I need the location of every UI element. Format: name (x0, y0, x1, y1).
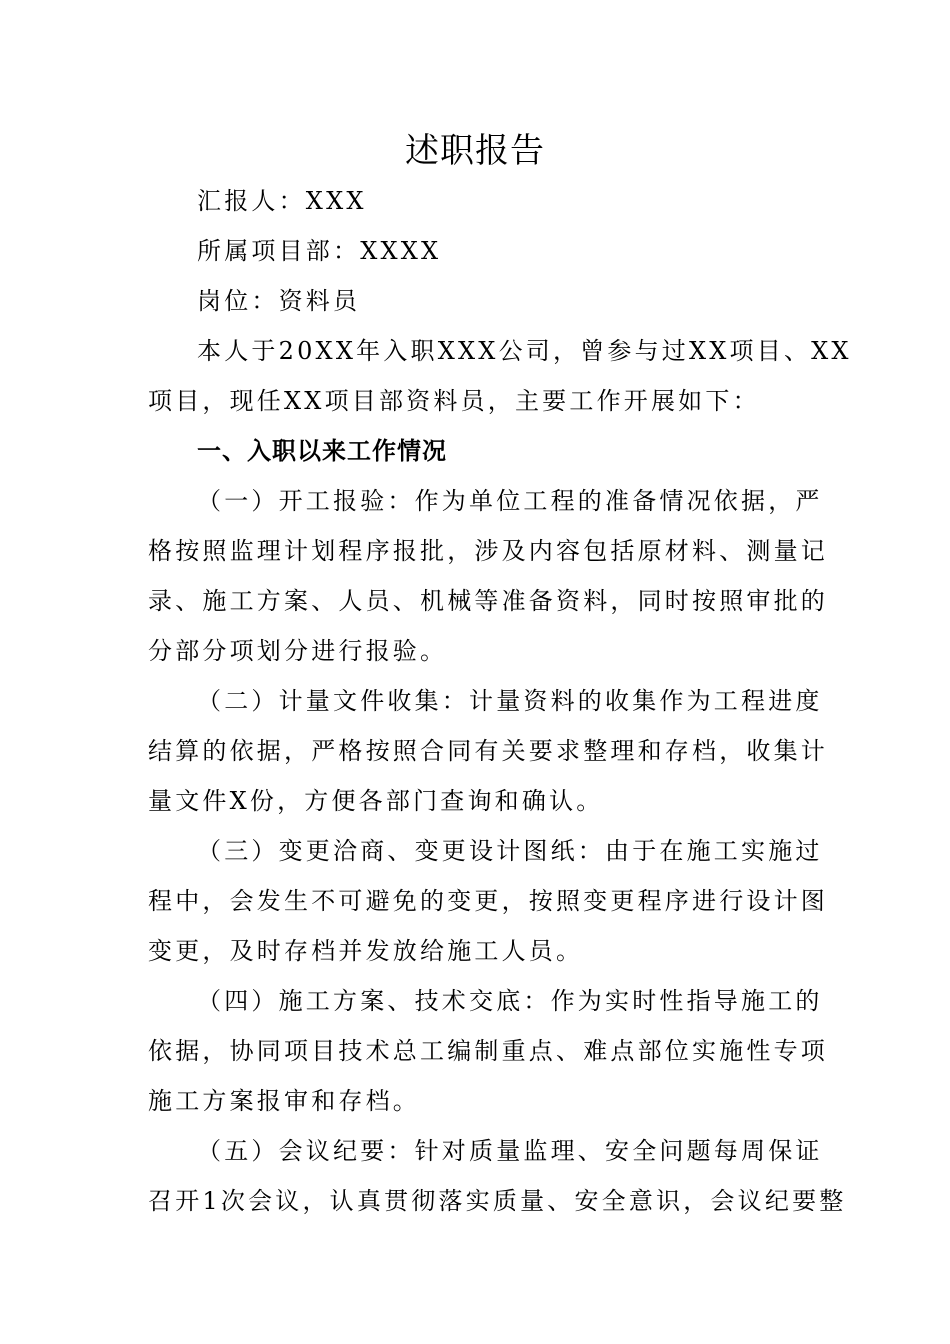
item3-line-3: 变更，及时存档并发放给施工人员。 (148, 937, 584, 965)
intro-line-1: 本人于20XX年入职XXX公司，曾参与过XX项目、XX (197, 337, 852, 365)
item2-line-1: （二）计量文件收集：计量资料的收集作为工程进度 (197, 687, 823, 715)
item4-line-1: （四）施工方案、技术交底：作为实时性指导施工的 (197, 987, 823, 1015)
item1-line-1: （一）开工报验：作为单位工程的准备情况依据，严 (197, 487, 823, 515)
position-line: 岗位：资料员 (197, 287, 361, 315)
item2-line-2: 结算的依据，严格按照合同有关要求整理和存档，收集计 (148, 737, 828, 765)
item5-line-1: （五）会议纪要：针对质量监理、安全问题每周保证 (197, 1137, 823, 1165)
item3-line-2: 程中，会发生不可避免的变更，按照变更程序进行设计图 (148, 887, 828, 915)
item1-line-2: 格按照监理计划程序报批，涉及内容包括原材料、测量记 (148, 537, 828, 565)
item1-line-4: 分部分项划分进行报验。 (148, 637, 448, 665)
item4-line-2: 依据，协同项目技术总工编制重点、难点部位实施性专项 (148, 1037, 828, 1065)
item5-line-2: 召开1次会议，认真贯彻落实质量、安全意识，会议纪要整 (148, 1187, 847, 1215)
item2-line-3: 量文件X份，方便各部门查询和确认。 (148, 787, 604, 815)
intro-line-2: 项目，现任XX项目部资料员，主要工作开展如下： (148, 387, 760, 415)
section-heading: 一、入职以来工作情况 (197, 437, 447, 465)
document-title: 述职报告 (405, 131, 545, 171)
item1-line-3: 录、施工方案、人员、机械等准备资料，同时按照审批的 (148, 587, 828, 615)
reporter-line: 汇报人：XXX (197, 187, 367, 215)
item4-line-3: 施工方案报审和存档。 (148, 1087, 420, 1115)
item3-line-1: （三）变更洽商、变更设计图纸：由于在施工实施过 (197, 837, 823, 865)
department-line: 所属项目部：XXXX (197, 237, 442, 265)
